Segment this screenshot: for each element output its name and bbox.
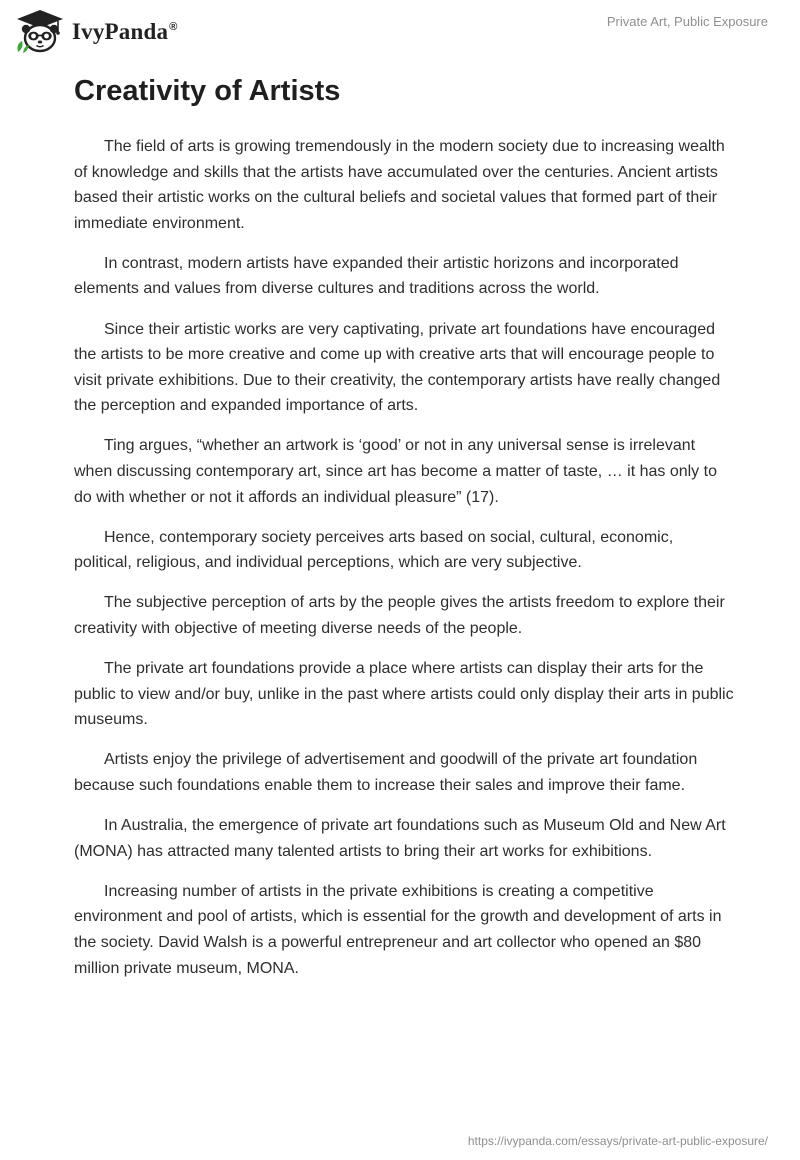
paragraph: Hence, contemporary society perceives arts based on social, cultural, economic, political, religious, and individual perceptions, which are very subjective.	[74, 528, 674, 572]
registered-mark: ®	[169, 21, 178, 34]
source-url[interactable]: https://ivypanda.com/essays/private-art-public-exposure/	[467, 1134, 768, 1148]
article-body	[74, 72, 734, 996]
ivypanda-logo[interactable]	[14, 8, 178, 54]
paragraph: The field of arts is growing tremendously in the modern society due to increasing wealth of knowledge and skills that the artists have accumulated over the centuries. Ancient artists based their artistic works on the cultural beliefs and societal values that formed part of their immediate environment.	[74, 138, 725, 232]
paragraph: In contrast, modern artists have expanded their artistic horizons and incorporated elements and values from diverse cultures and traditions across the world.	[74, 254, 679, 298]
paragraph: Increasing number of artists in the private exhibitions is creating a competitive environment and pool of artists, which is essential for the growth and development of arts in the society. David Walsh is a powerful entrepreneur and art collector who opened an $80 million private museum, MONA.	[74, 882, 722, 977]
paragraph: The private art foundations provide a place where artists can display their arts for the public to view and/or buy, unlike in the past where artists could only display their arts in public museums.	[74, 660, 734, 729]
brand-name: IvyPanda®	[72, 19, 178, 44]
paragraph: Artists enjoy the privilege of advertisement and goodwill of the private art foundation because such foundations enable them to increase their sales and improve their fame.	[74, 751, 698, 794]
paragraph: In Australia, the emergence of private art foundations such as Museum Old and New Art (MONA) has attracted many talented artists to bring their art works for exhibitions.	[74, 817, 726, 860]
panda-graduate-icon	[14, 8, 66, 54]
document-title: Private Art, Public Exposure	[606, 14, 768, 29]
paragraph: The subjective perception of arts by the people gives the artists freedom to explore their creativity with objective of meeting diverse needs of the people.	[74, 594, 725, 637]
paragraph: Ting argues, “whether an artwork is ‘good’ or not in any universal sense is irrelevant when discussing contemporary art, since art has become a matter of taste, … it has only to do with whether or not it affords an individual pleasure” (17).	[74, 437, 717, 506]
section-heading: Creativity of Artists	[74, 75, 341, 107]
paragraph: Since their artistic works are very captivating, private art foundations have encouraged the artists to be more creative and come up with creative arts that will encourage people to visit private exhibitions. Due to their creativity, the contemporary artists have really changed the perception and expanded importance of arts.	[74, 320, 721, 415]
page-header	[0, 0, 800, 60]
